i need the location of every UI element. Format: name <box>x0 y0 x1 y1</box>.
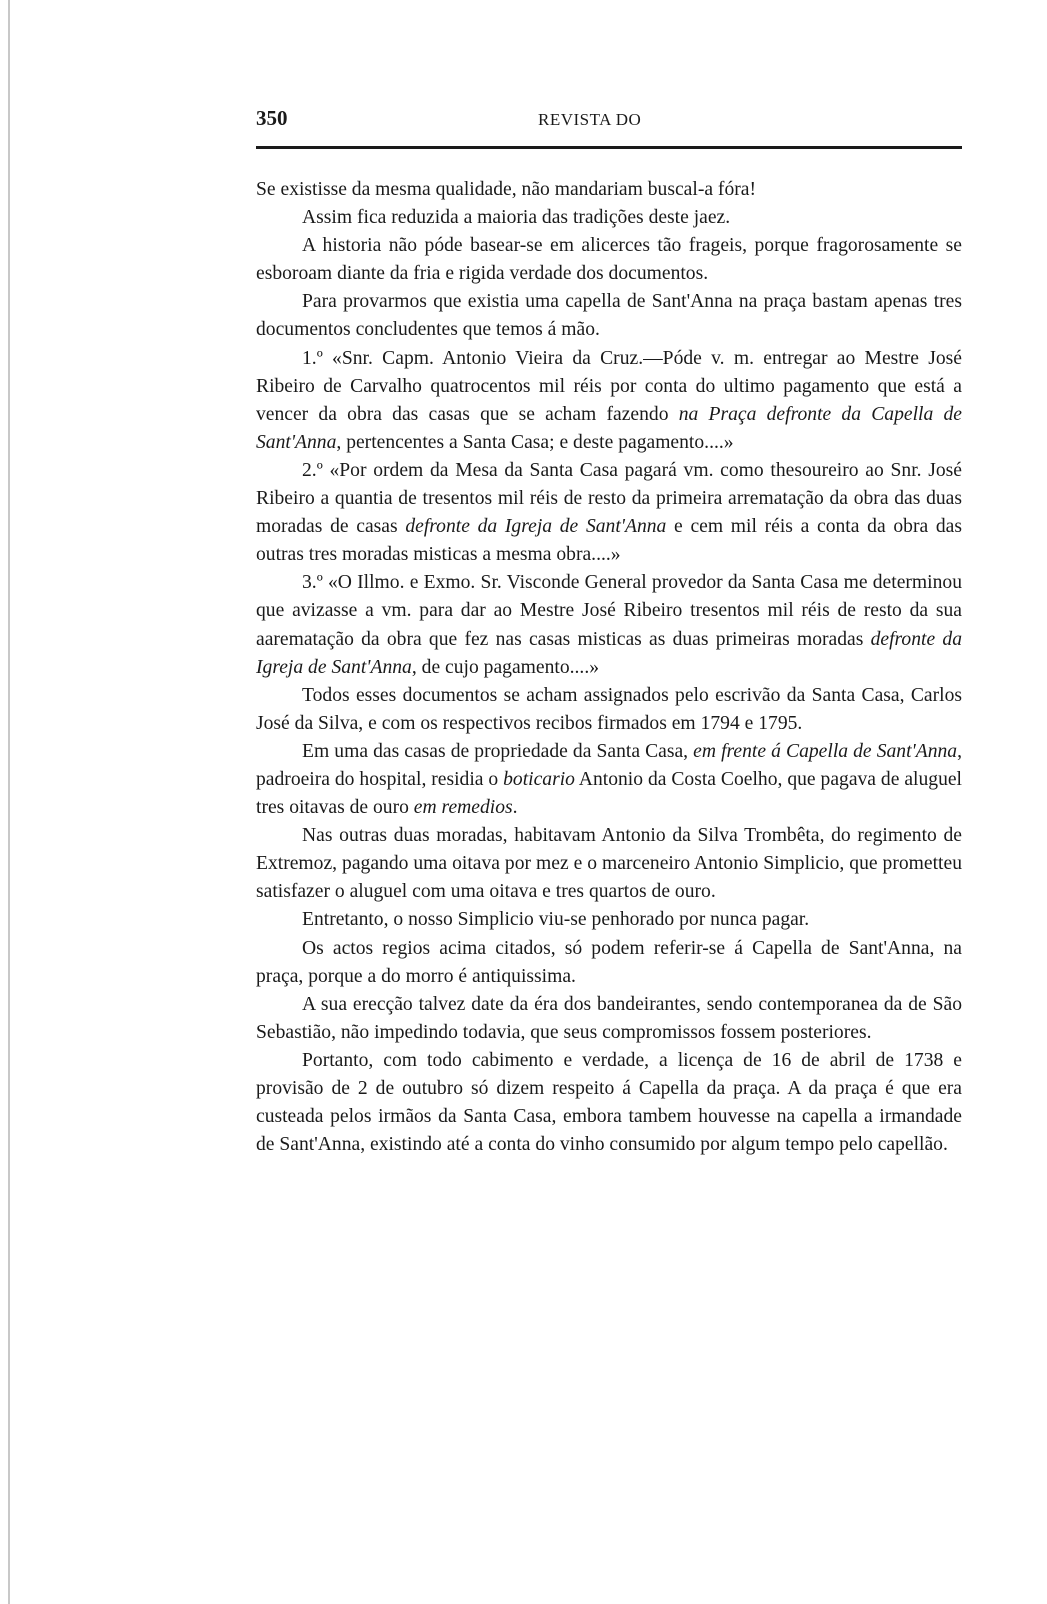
paragraph <box>256 682 962 738</box>
paragraph <box>256 288 962 344</box>
paragraph <box>256 345 962 457</box>
paragraph-text: Se existisse da mesma qualidade, não mandariam buscal-a fóra! <box>256 179 757 200</box>
paragraph-text: , padroeira do hospital, residia o <box>256 740 962 790</box>
paragraph-text: A historia não póde basear-se em alicerces tão frageis, porque fragorosamente se esboroam diante da fria e rigida verdade dos documentos. <box>256 235 962 285</box>
body-text <box>256 176 962 1159</box>
paragraph-text: , pertencentes a Santa Casa; e deste pagamento....» <box>336 431 734 453</box>
italic-text: em frente á Capella de Sant'Anna <box>693 740 958 762</box>
paragraph-text: e cem mil réis a conta da obra das outras tres moradas misticas a mesma obra....» <box>256 516 962 566</box>
paragraph <box>256 569 962 681</box>
paragraph <box>256 176 962 204</box>
italic-text: na Praça defronte da Capella de Sant'Anna <box>256 403 963 453</box>
paragraph-text: 1.º «Snr. Capm. Antonio Vieira da Cruz.—Póde v. m. entregar ao Mestre José Ribeiro de Carvalho quatrocentos mil réis por conta do ultimo pagamento que está a vencer da obra das casas que se acham fazendo <box>256 347 962 425</box>
paragraph <box>256 232 962 288</box>
paragraph-text: Entretanto, o nosso Simplicio viu-se penhorado por nunca pagar. <box>302 909 810 931</box>
paragraph-text: Em uma das casas de propriedade da Santa Casa, <box>302 740 694 762</box>
paragraph-text: 2.º «Por ordem da Mesa da Santa Casa pagará vm. como thesoureiro ao Snr. José Ribeiro a quantia de tresentos mil réis de resto da primeira arrematação da obra das duas moradas de casas <box>256 459 962 538</box>
italic-text: boticario <box>503 768 575 790</box>
paragraph-text: Todos esses documentos se acham assignados pelo escrivão da Santa Casa, Carlos José da Silva, e com os respectivos recibos firmados em 1794 e 1795. <box>256 684 962 734</box>
paragraph <box>256 991 962 1047</box>
running-head: REVISTA DO <box>538 110 642 129</box>
italic-text: defronte da Igreja de Sant'Anna <box>256 628 962 678</box>
header-rule <box>256 146 962 149</box>
paragraph-text: Os actos regios acima citados, só podem referir-se á Capella de Sant'Anna, na praça, porque a do morro é antiquissima. <box>256 937 962 987</box>
paragraph-text: . <box>512 797 518 819</box>
paragraph-text: Portanto, com todo cabimento e verdade, a licença de 16 de abril de 1738 e provisão de 2 de outubro só dizem respeito á Capella da praça. A da praça é que era custeada pelos irmãos da Santa Casa, embora tambem houvesse na capella a irmandade de Sant'Anna, existindo até a conta do vinho consumido por algum tempo pelo capellão. <box>256 1049 962 1156</box>
paragraph-text: , de cujo pagamento....» <box>411 656 600 678</box>
paragraph-text: Assim fica reduzida a maioria das tradições deste jaez. <box>302 207 731 229</box>
italic-text: em remedios <box>413 797 513 819</box>
paragraph-text: A sua erecção talvez date da éra dos bandeirantes, sendo contemporanea da de São Sebastião, não impedindo todavia, que seus compromissos fossem posteriores. <box>256 993 962 1043</box>
page-edge-shadow <box>8 0 10 1604</box>
paragraph <box>256 935 962 991</box>
paragraph <box>256 822 962 906</box>
paragraph <box>256 738 962 822</box>
paragraph <box>256 457 962 569</box>
italic-text: defronte da Igreja de Sant'Anna <box>405 516 667 538</box>
paragraph-text: Antonio da Costa Coelho, que pagava de aluguel tres oitavas de ouro <box>256 768 963 819</box>
page-number: 350 <box>256 106 288 130</box>
paragraph <box>256 906 962 934</box>
paragraph-text: 3.º «O Illmo. e Exmo. Sr. Visconde General provedor da Santa Casa me determinou que avizasse a vm. para dar ao Mestre José Ribeiro tresentos mil réis de resto da sua aarematação da obra que fez nas casas misticas as duas primeiras moradas <box>256 572 962 650</box>
paragraph-text: Nas outras duas moradas, habitavam Antonio da Silva Trombêta, do regimento de Extremoz, pagando uma oitava por mez e o marceneiro Antonio Simplicio, que prometteu satisfazer o aluguel com uma oitava e tres quartos de ouro. <box>256 825 962 903</box>
paragraph <box>256 1047 962 1159</box>
paragraph-text: Para provarmos que existia uma capella de Sant'Anna na praça bastam apenas tres documentos concludentes que temos á mão. <box>256 291 962 341</box>
page-header <box>256 106 962 136</box>
paragraph <box>256 204 962 232</box>
